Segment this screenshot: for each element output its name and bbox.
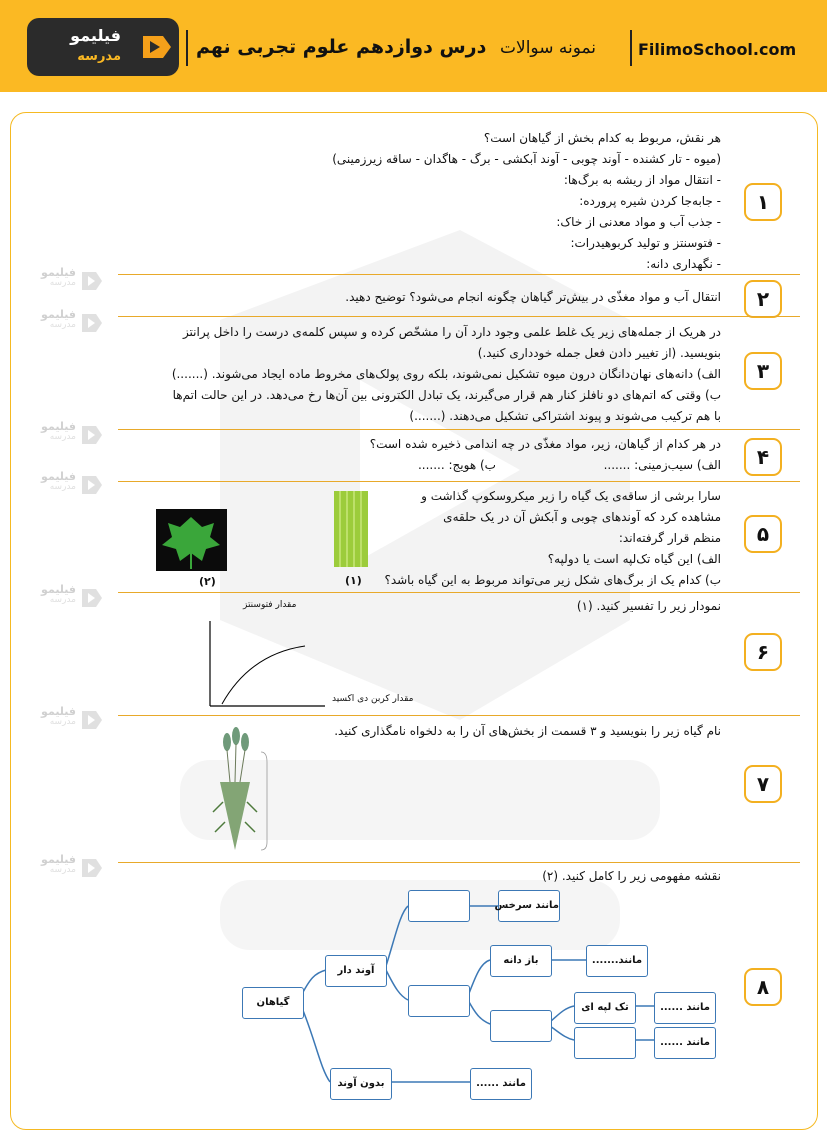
watermark-text: فیلیمو <box>41 420 76 433</box>
concept-box-monocot-example: مانند ...... <box>654 992 716 1024</box>
figure-caption-1: (۱) <box>345 574 362 587</box>
question-number-6: ۶ <box>744 633 782 671</box>
concept-box-plants: گیاهان <box>242 987 304 1019</box>
question-text: نقشه مفهومی زیر را کامل کنید. (۲) <box>542 869 721 883</box>
question-text: الف) این گیاه تک‌لپه است یا دولپه؟ <box>547 552 721 566</box>
question-5-text <box>361 486 721 591</box>
question-text: - جابه‌جا کردن شیره پرورده: <box>579 194 721 208</box>
question-number-7: ۷ <box>744 765 782 803</box>
concept-box-dicot-example: مانند ...... <box>654 1027 716 1059</box>
watermark-text: فیلیمو <box>41 266 76 279</box>
question-divider <box>118 274 800 275</box>
question-number-8: ۸ <box>744 968 782 1006</box>
watermark-logo <box>28 855 112 877</box>
question-text: الف) دانه‌های نهان‌دانگان درون میوه تشکیل نمی‌شوند، بلکه روی پولک‌های مخروط ماده ایجاد می‌شوند. (.......) <box>171 367 721 381</box>
watermark-text: مدرسه <box>49 595 76 605</box>
question-6-text <box>101 596 721 617</box>
question-text: نمودار زیر را تفسیر کنید. (۱) <box>576 599 721 613</box>
monocot-leaf-image <box>334 491 368 567</box>
logo-text-bottom: مدرسه <box>77 49 121 64</box>
concept-box-fern-example: مانند سرخس <box>498 890 560 922</box>
header-separator <box>186 30 188 66</box>
question-8-text <box>101 866 721 887</box>
watermark-logo <box>28 310 112 332</box>
play-logo-icon <box>80 424 104 446</box>
moss-plant-image <box>205 722 271 858</box>
question-text: در هر کدام از گیاهان، زیر، مواد مغذّی در چه اندامی ذخیره شده است؟ <box>369 437 721 451</box>
concept-box-blank[interactable] <box>408 985 470 1017</box>
watermark-text: مدرسه <box>49 482 76 492</box>
question-divider <box>118 715 800 716</box>
question-divider <box>118 316 800 317</box>
watermark-text: مدرسه <box>49 717 76 727</box>
concept-box-gymnosperm-example: مانند....... <box>586 945 648 977</box>
play-logo-icon <box>80 270 104 292</box>
question-options <box>101 455 721 476</box>
question-divider <box>118 481 800 482</box>
question-number-5: ۵ <box>744 515 782 553</box>
watermark-text: فیلیمو <box>41 705 76 718</box>
graph-curve <box>222 646 305 704</box>
option-b: ب) هویج: ....... <box>417 458 496 472</box>
question-number-3: ۳ <box>744 352 782 390</box>
question-text: ب) وقتی که اتم‌های دو نافلز کنار هم قرار می‌گیرند، یک تبادل الکترونی بین آن‌ها رخ می‌دهد. در این حالت اتم‌ها <box>172 388 721 402</box>
question-number-1: ۱ <box>744 183 782 221</box>
question-text: (میوه - تار کشنده - آوند چوبی - آوند آبکشی - برگ - هاگدان - ساقه زیرزمینی) <box>332 152 721 166</box>
question-text: هر نقش، مربوط به کدام بخش از گیاهان است؟ <box>483 131 721 145</box>
question-text: - نگهداری دانه: <box>646 257 721 271</box>
question-number-4: ۴ <box>744 438 782 476</box>
watermark-text: مدرسه <box>49 432 76 442</box>
question-3-text <box>101 322 721 427</box>
question-divider <box>118 862 800 863</box>
dicot-leaf-image <box>156 509 227 571</box>
question-text: - جذب آب و مواد معدنی از خاک: <box>556 215 721 229</box>
question-text: منظم قرار گرفته‌اند: <box>618 531 721 545</box>
play-logo-icon <box>80 312 104 334</box>
filimo-school-logo[interactable] <box>27 18 179 76</box>
watermark-text: مدرسه <box>49 320 76 330</box>
page-subtitle: نمونه سوالات <box>500 38 597 58</box>
question-text: در هریک از جمله‌های زیر یک غلط علمی وجود دارد آن را مشخّص کرده و سپس کلمه‌ی درست را داخل پرانتز <box>182 325 721 339</box>
concept-box-monocot: تک لپه ای <box>574 992 636 1024</box>
question-text: با هم ترکیب می‌شوند و پیوند اشتراکی تشکیل می‌دهند. (.......) <box>409 409 721 423</box>
play-logo-icon <box>80 709 104 731</box>
watermark-text: فیلیمو <box>41 583 76 596</box>
concept-box-gymnosperm: باز دانه <box>490 945 552 977</box>
watermark-logo <box>28 585 112 607</box>
watermark-text: فیلیمو <box>41 470 76 483</box>
question-4-text <box>101 434 721 476</box>
graph-y-label: مقدار فتوسنتز <box>243 600 297 610</box>
play-logo-icon <box>80 857 104 879</box>
question-number-2: ۲ <box>744 280 782 318</box>
concept-box-blank[interactable] <box>408 890 470 922</box>
graph-x-label: مقدار کربن دی اکسید <box>332 694 414 704</box>
watermark-logo <box>28 472 112 494</box>
question-divider <box>118 429 800 430</box>
concept-box-nonvascular: بدون آوند <box>330 1068 392 1100</box>
page-header <box>0 0 827 92</box>
photosynthesis-graph <box>200 616 330 712</box>
question-divider <box>118 592 800 593</box>
concept-box-blank[interactable] <box>574 1027 636 1059</box>
concept-box-nonvascular-example: مانند ...... <box>470 1068 532 1100</box>
question-2-text <box>101 287 721 308</box>
watermark-logo <box>28 707 112 729</box>
question-text: ب) کدام یک از برگ‌های شکل زیر می‌تواند مربوط به این گیاه باشد؟ <box>384 573 721 587</box>
question-text: مشاهده کرد که آوندهای چوبی و آبکش آن در یک حلقه‌ی <box>443 510 721 524</box>
question-text: نام گیاه زیر را بنویسید و ۳ قسمت از بخش‌های آن را به دلخواه نامگذاری کنید. <box>334 724 721 738</box>
play-logo-icon <box>80 474 104 496</box>
question-text: بنویسید. (از تغییر دادن فعل جمله خودداری کنید.) <box>477 346 721 360</box>
play-logo-icon <box>139 30 173 64</box>
question-text: انتقال آب و مواد مغذّی در بیش‌تر گیاهان چگونه انجام می‌شود؟ توضیح دهید. <box>345 290 721 304</box>
question-text: سارا برشی از ساقه‌ی یک گیاه را زیر میکروسکوپ گذاشت و <box>421 489 721 503</box>
question-1-text <box>101 128 721 275</box>
concept-box-blank[interactable] <box>490 1010 552 1042</box>
question-7-text <box>101 721 721 742</box>
concept-box-vascular: آوند دار <box>325 955 387 987</box>
watermark-text: مدرسه <box>49 865 76 875</box>
watermark-logo <box>28 422 112 444</box>
question-text: - فتوسنتز و تولید کربوهیدرات: <box>570 236 721 250</box>
option-a: الف) سیب‌زمینی: ....... <box>603 458 721 472</box>
watermark-text: فیلیمو <box>41 853 76 866</box>
watermark-text: فیلیمو <box>41 308 76 321</box>
logo-text-top: فیلیمو <box>70 26 121 45</box>
page-title: درس دوازدهم علوم تجربی نهم <box>196 36 487 58</box>
site-link[interactable]: FilimoSchool.com <box>638 40 797 59</box>
question-text: - انتقال مواد از ریشه به برگ‌ها: <box>563 173 721 187</box>
figure-caption-2: (۲) <box>199 575 216 588</box>
play-logo-icon <box>80 587 104 609</box>
watermark-logo <box>28 268 112 290</box>
watermark-text: مدرسه <box>49 278 76 288</box>
header-separator <box>630 30 632 66</box>
